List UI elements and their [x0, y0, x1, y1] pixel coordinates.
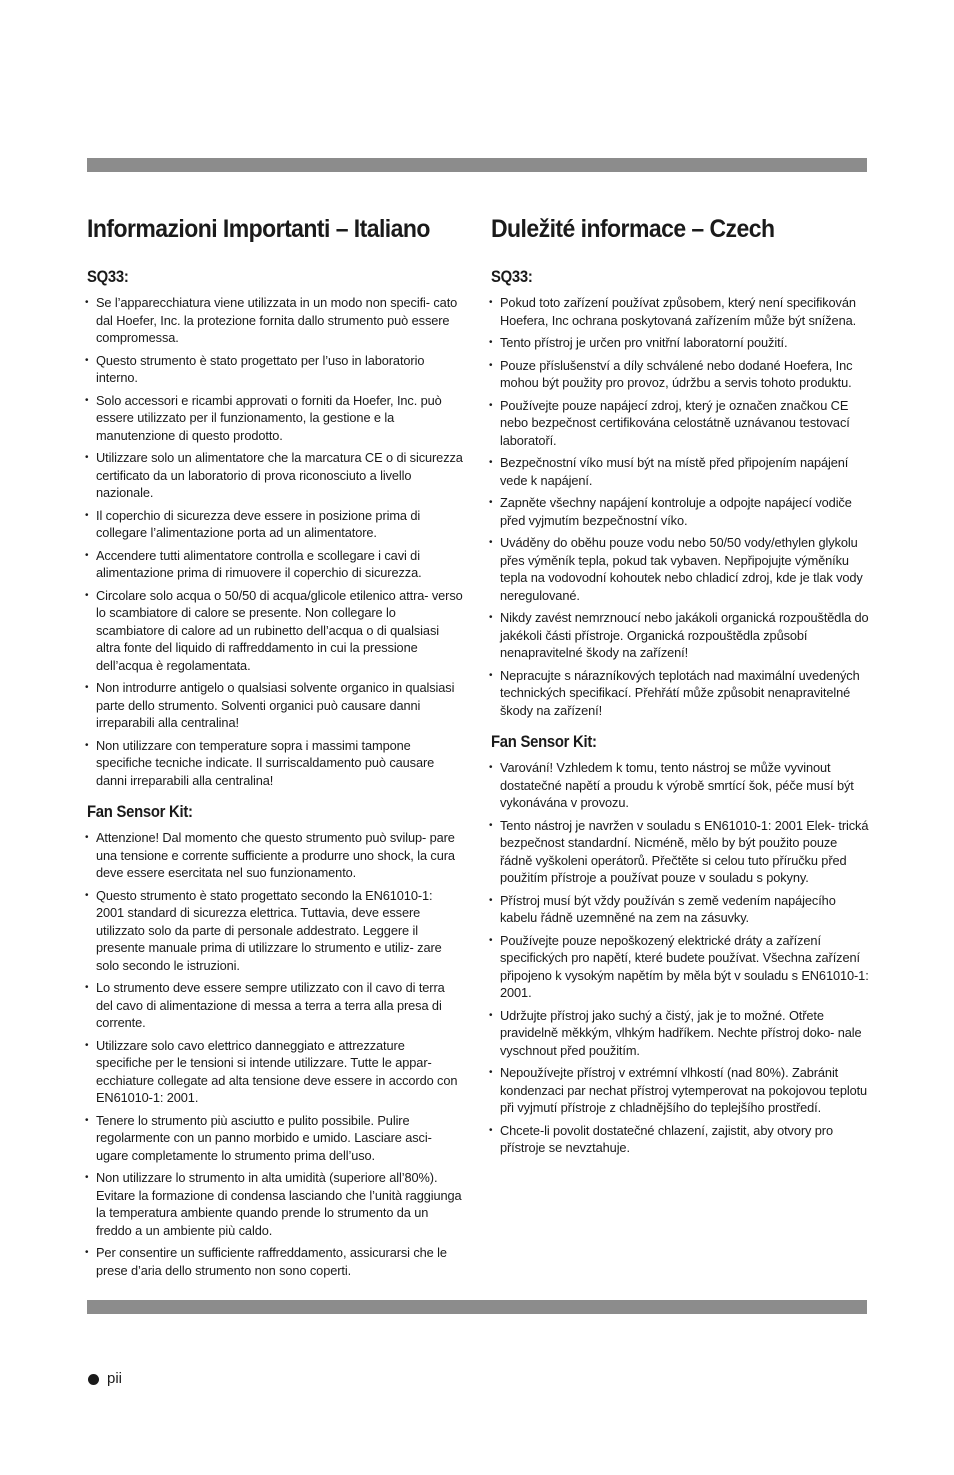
list-item: • Používejte pouze nepoškozený elektrické dráty a zařízení specifických pro napětí, které budete používat. Všechna zařízení připojeno k vysokým napětím by měla být v souladu s EN61010-1: 2001.: [491, 932, 869, 1002]
czech-sq33-heading: SQ33:: [491, 268, 533, 286]
list-item: • Utilizzare solo cavo elettrico danneggiato e attrezzature specifiche per le tensioni si intende utilizzare. Tutte le appar- ecchiature collegate ad alta tensione deve essere in accordo con EN61010-1: 2001.: [87, 1037, 463, 1107]
list-item: • Nikdy zavést nemrznoucí nebo jakákoli organická rozpouštědla do jakékoli části přístroje. Organická rozpouštědla způsobí nenapravitelné škody na zařízení!: [491, 609, 869, 662]
czech-column: [491, 212, 869, 1162]
italian-fan-list: [87, 829, 463, 1279]
list-item: • Udržujte přístroj jako suchý a čistý, jak je to možné. Otřete pravidelně měkkým, vlhkým hadříkem. Nechte přístroj doko- nale vyschnout před použitím.: [491, 1007, 869, 1060]
list-item: • Tento nástroj je navržen v souladu s EN61010-1: 2001 Elek- trická bezpečnost standardní. Nicméně, mělo by být použito pouze řádně vyškoleni operátorů. Přečtěte si celou tuto příručku před použitím přístroje a používat pouze v souladu s pokyny.: [491, 817, 869, 887]
list-item: • Bezpečnostní víko musí být na místě před připojením napájení vede k napájení.: [491, 454, 869, 489]
list-item: • Pokud toto zařízení používat způsobem, který není specifikován Hoefera, Inc ochrana poskytovaná zařízením může být snížena.: [491, 294, 869, 329]
list-item: • Accendere tutti alimentatore controlla e scollegare i cavi di alimentazione prima di rimuovere il coperchio di sicurezza.: [87, 547, 463, 582]
list-item: • Non utilizzare con temperature sopra i massimi tampone specifiche tecniche indicate. Il surriscaldamento può causare danni irreparabili alla centralina!: [87, 737, 463, 790]
italian-fan-heading: Fan Sensor Kit:: [87, 803, 193, 821]
list-item: • Non introdurre antigelo o qualsiasi solvente organico in qualsiasi parte dello strumento. Solventi organici può causare danni irreparabili alla centralina!: [87, 679, 463, 732]
list-item: • Per consentire un sufficiente raffreddamento, assicurarsi che le prese d’aria dello strumento non sono coperti.: [87, 1244, 463, 1279]
list-item: • Circolare solo acqua o 50/50 di acqua/glicole etilenico attra- verso lo scambiatore di calore se presente. Non collegare lo scambiatore di calore ad un rubinetto dell’acqua o di qualsiasi altra fonte del liquido di raffreddamento in cui la pressione dell’acqua è regolamentata.: [87, 587, 463, 675]
czech-fan-heading: Fan Sensor Kit:: [491, 733, 597, 751]
czech-fan-list: [491, 759, 869, 1157]
list-item: • Uváděny do oběhu pouze vodu nebo 50/50 vody/ethylen glykolu přes výměník tepla, pokud tak vybaven. Nepřipojujte výměníku tepla na vodovodní kohoutek nebo chladicí zdroj, kde je tlak vody neregulované.: [491, 534, 869, 604]
list-item: • Chcete-li povolit dostatečné chlazení, zajistit, aby otvory pro přístroje se nevztahuje.: [491, 1122, 869, 1157]
list-item: • Solo accessori e ricambi approvati o forniti da Hoefer, Inc. può essere utilizzato per il funzionamento, la gestione e la manutenzione di questo prodotto.: [87, 392, 463, 445]
list-item: • Non utilizzare lo strumento in alta umidità (superiore all’80%). Evitare la formazione di condensa lasciando che l’unità raggiunga la temperatura ambiente quando prende lo strumento da un freddo a un ambiente più caldo.: [87, 1169, 463, 1239]
list-item: • Přístroj musí být vždy používán s země vedením napájecího kabelu řádně uzemněné na zem na zásuvky.: [491, 892, 869, 927]
list-item: • Questo strumento è stato progettato per l’uso in laboratorio interno.: [87, 352, 463, 387]
bullet-dot-icon: [88, 1374, 99, 1385]
list-item: • Questo strumento è stato progettato secondo la EN61010-1: 2001 standard di sicurezza elettrica. Tuttavia, deve essere utilizzato solo da parte di personale addestrato. Leggere il presente manuale prima di utilizzare lo strumento e utiliz- zare solo secondo le istruzioni.: [87, 887, 463, 975]
list-item: • Pouze příslušenství a díly schválené nebo dodané Hoefera, Inc mohou být použity pro provoz, údržbu a servis tohoto produktu.: [491, 357, 869, 392]
page-footer: [88, 1370, 122, 1388]
page-number: pii: [107, 1370, 123, 1387]
italian-sq33-heading: SQ33:: [87, 268, 129, 286]
list-item: • Tenere lo strumento più asciutto e pulito possibile. Pulire regolarmente con un panno morbido e umido. Lasciare asci- ugare completamente lo strumento prima dell’uso.: [87, 1112, 463, 1165]
list-item: • Utilizzare solo un alimentatore che la marcatura CE o di sicurezza certificato da un laboratorio di prova riconosciuto a livello nazionale.: [87, 449, 463, 502]
list-item: • Zapněte všechny napájení kontroluje a odpojte napájecí vodiče před vyjmutím bezpečnostní víko.: [491, 494, 869, 529]
czech-title: Duležité informace – Czech: [491, 215, 775, 243]
top-divider-bar: [87, 158, 867, 172]
italian-column: [87, 212, 463, 1284]
bottom-divider-bar: [87, 1300, 867, 1314]
italian-title: Informazioni Importanti – Italiano: [87, 215, 430, 243]
list-item: • Il coperchio di sicurezza deve essere in posizione prima di collegare l’alimentazione porta ad un alimentatore.: [87, 507, 463, 542]
list-item: • Nepoužívejte přístroj v extrémní vlhkostí (nad 80%). Zabránit kondenzaci par nechat přístroj vytemperovat na pokojovou teplotu při vyjmutí přístroje z chladnějšího do teplejšího prostředí.: [491, 1064, 869, 1117]
czech-sq33-list: [491, 294, 869, 719]
list-item: • Se l’apparecchiatura viene utilizzata in un modo non specifi- cato dal Hoefer, Inc. la protezione fornita dallo strumento può essere compromessa.: [87, 294, 463, 347]
italian-sq33-list: [87, 294, 463, 789]
list-item: • Varování! Vzhledem k tomu, tento nástroj se může vyvinout dostatečné napětí a proudu k výrobě smrtící šok, péče musí být vykonávána v provozu.: [491, 759, 869, 812]
list-item: • Tento přístroj je určen pro vnitřní laboratorní použití.: [491, 334, 869, 352]
list-item: • Nepracujte s nárazníkových teplotách nad maximální uvedených technických specifikací. Přehřátí může způsobit nenapravitelné škody na zařízení!: [491, 667, 869, 720]
list-item: • Lo strumento deve essere sempre utilizzato con il cavo di terra del cavo di alimentazione di messa a terra a terra alla presa di corrente.: [87, 979, 463, 1032]
list-item: • Attenzione! Dal momento che questo strumento può svilup- pare una tensione e corrente sufficiente a produrre uno shock, la cura deve essere esercitata nel suo funzionamento.: [87, 829, 463, 882]
list-item: • Používejte pouze napájecí zdroj, který je označen značkou CE nebo bezpečnost certifikována celostátně uznávanou testovací laboratoří.: [491, 397, 869, 450]
